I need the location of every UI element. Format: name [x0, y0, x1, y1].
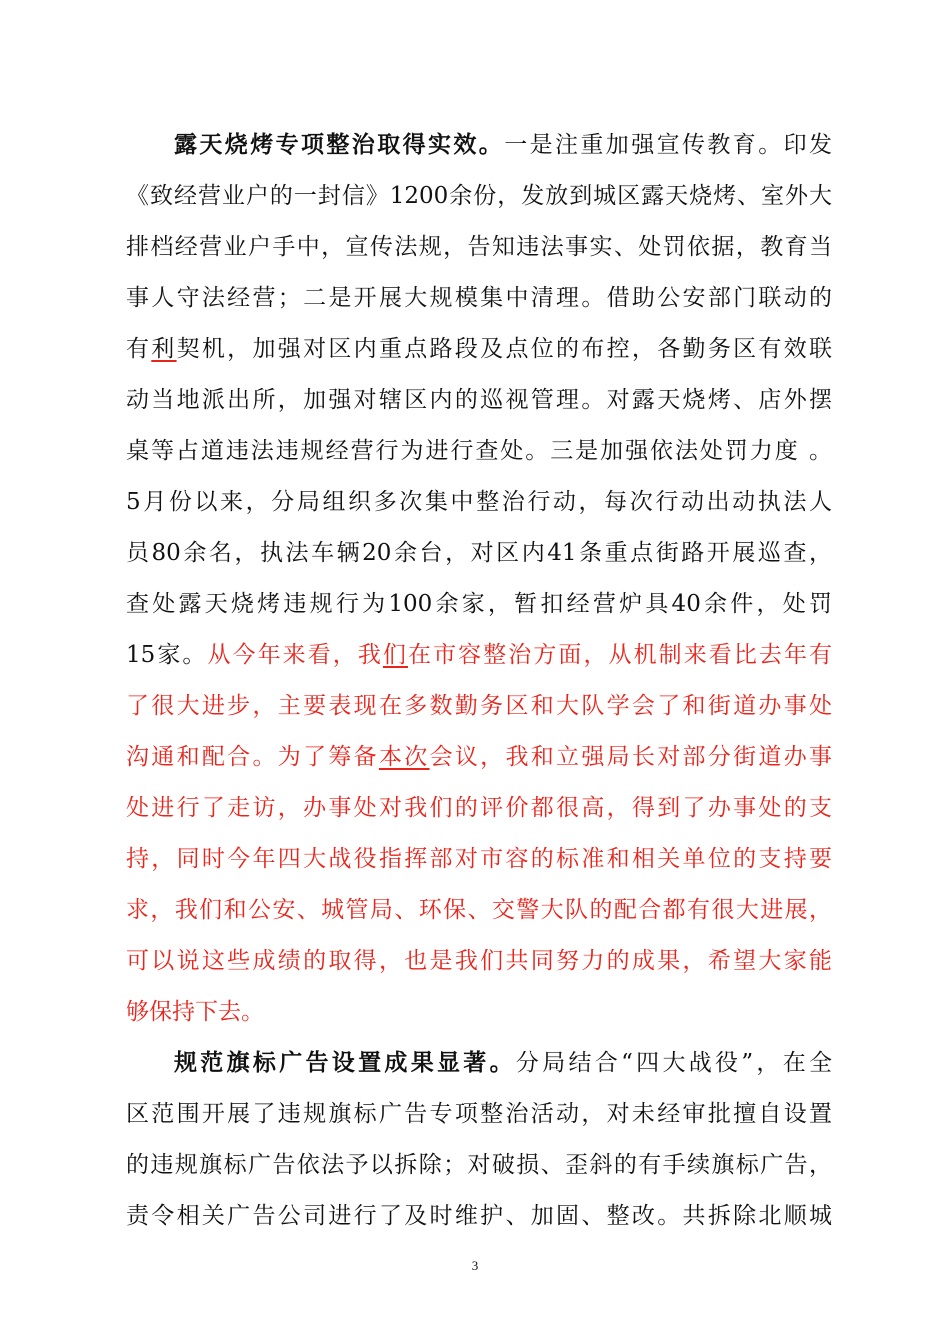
paragraph-1-line-3: 排档经营业户手中，宣传法规，告知违法事实、处罚依据，教育当: [126, 234, 832, 260]
paragraph-1-line-18: 够保持下去。: [126, 999, 264, 1025]
paragraph-2-heading: 规范旗标广告设置成果显著。: [174, 1050, 516, 1076]
paragraph-1-line-6: 动当地派出所，加强对辖区内的巡视管理。对露天烧烤、店外摆: [126, 387, 832, 413]
paragraph-1-line-8: 5月份以来，分局组织多次集中整治行动，每次行动出动执法人: [126, 489, 832, 515]
underlined-word: 利: [151, 336, 177, 362]
paragraph-1-line-1: 露天烧烤专项整治取得实效。一是注重加强宣传教育。印发: [174, 132, 832, 158]
paragraph-2-line-3: 的违规旗标广告依法予以拆除；对破损、歪斜的有手续旗标广告，: [126, 1152, 832, 1178]
paragraph-1-line-10: 查处露天烧烤违规行为100余家，暂扣经营炉具40余件，处罚: [126, 591, 832, 617]
paragraph-1-line-11: 15家。从今年来看，我们在市容整治方面，从机制来看比去年有: [126, 642, 832, 668]
paragraph-1-line-7: 桌等占道违法违规经营行为进行查处。三是加强依法处罚力度 。: [126, 438, 832, 464]
paragraph-1-line-16: 求，我们和公安、城管局、环保、交警大队的配合都有很大进展，: [126, 897, 832, 923]
red-highlight-text: 从今年来看，我: [207, 642, 383, 668]
page-number: 3: [471, 1258, 479, 1273]
underlined-word: 们: [382, 642, 408, 668]
paragraph-1-line-14: 处进行了走访，办事处对我们的评价都很高，得到了办事处的支: [126, 795, 832, 821]
paragraph-2-line-2: 区范围开展了违规旗标广告专项整治活动，对未经审批擅自设置: [126, 1101, 832, 1127]
paragraph-2-line-4: 责令相关广告公司进行了及时维护、加固、整改。共拆除北顺城: [126, 1203, 832, 1229]
paragraph-1-line-13: 沟通和配合。为了筹备本次会议，我和立强局长对部分街道办事: [126, 744, 832, 770]
paragraph-1-line-9: 员80余名，执法车辆20余台，对区内41条重点街路开展巡查，: [126, 540, 832, 566]
paragraph-1-line-4: 事人守法经营；二是开展大规模集中清理。借助公安部门联动的: [126, 285, 832, 311]
paragraph-1-line-5: 有利契机，加强对区内重点路段及点位的布控，各勤务区有效联: [126, 336, 832, 362]
paragraph-1-line-15: 持，同时今年四大战役指挥部对市容的标准和相关单位的支持要: [126, 846, 832, 872]
paragraph-1-line-12: 了很大进步，主要表现在多数勤务区和大队学会了和街道办事处: [126, 693, 832, 719]
paragraph-1-heading: 露天烧烤专项整治取得实效。: [174, 132, 505, 158]
paragraph-1-line-2: 《致经营业户的一封信》1200余份，发放到城区露天烧烤、室外大: [126, 183, 832, 209]
paragraph-1-line-17: 可以说这些成绩的取得，也是我们共同努力的成果，希望大家能: [126, 948, 832, 974]
paragraph-2-line-1: 规范旗标广告设置成果显著。分局结合“四大战役”，在全: [174, 1050, 832, 1076]
underlined-word: 本次: [378, 744, 430, 770]
